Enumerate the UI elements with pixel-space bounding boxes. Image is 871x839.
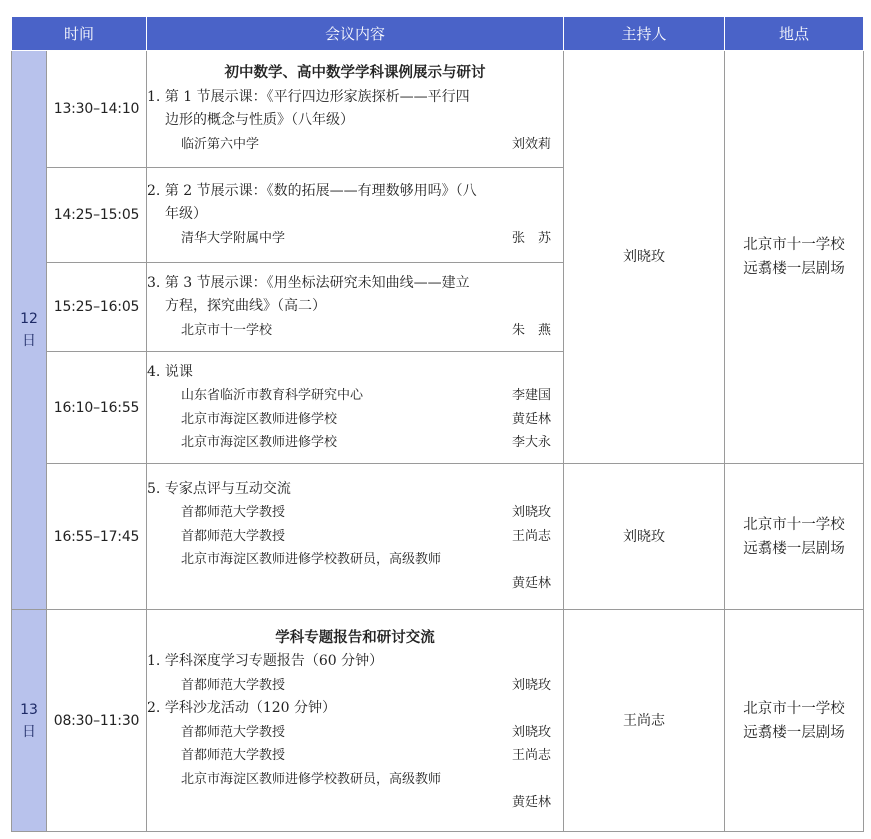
presenter-entry: 山东省临沂市教育科学研究中心 李建国 [181,388,552,403]
header-host: 主持人 [564,17,725,51]
header-row [12,17,864,51]
presenter-entry: 北京市海淀区教师进修学校 黄廷林 [181,411,552,427]
host-cell: 刘晓玫 [564,51,725,464]
header-place: 地点 [725,17,864,51]
time-slot: 08:30–11:30 [47,610,147,832]
time-slot: 13:30–14:10 [47,51,147,168]
session-heading: 学科专题报告和研讨交流 [275,629,435,646]
table-row [12,51,864,168]
header-time: 时间 [12,17,147,51]
time-slot: 16:55–17:45 [47,464,147,610]
presenter-entry: 临沂第六中学 刘效莉 [181,136,552,152]
presenter-name: 黄廷林 [512,795,552,810]
session-content: 4. 说课 山东省临沂市教育科学研究中心 李建国 北京市海淀区教师进修学校 黄廷林 北京市海淀区教师进修学校 李大永 [147,352,564,464]
day-label-13: 13 日 [12,610,47,832]
session-heading: 初中数学、高中数学学科课例展示与研讨 [224,65,486,81]
table-row [12,464,864,610]
time-slot: 14:25–15:05 [47,168,147,263]
presenter-entry: 首都师范大学教授 刘晓玫 [181,724,552,740]
session-content: 5. 专家点评与互动交流 首都师范大学教授 刘晓玫 首都师范大学教授 王尚志 北京市海淀区教师进修学校教研员，高级教师 黄廷林 [147,464,564,610]
header-content: 会议内容 [147,17,564,51]
place-cell: 北京市十一学校 远翥楼一层剧场 [725,610,864,832]
place-cell: 北京市十一学校 远翥楼一层剧场 [725,464,864,610]
presenter-entry: 首都师范大学教授 刘晓玫 [181,677,552,693]
presenter-entry: 北京市海淀区教师进修学校 李大永 [181,435,552,450]
time-slot: 16:10–16:55 [47,352,147,464]
presenter-entry: 北京市十一学校 朱 燕 [181,322,552,338]
presenter-entry: 北京市海淀区教师进修学校教研员，高级教师 [181,552,442,568]
presenter-entry: 首都师范大学教授 刘晓玫 [181,505,552,521]
place-cell: 北京市十一学校 远翥楼一层剧场 [725,51,864,464]
presenter-entry: 首都师范大学教授 王尚志 [181,748,552,763]
host-cell: 刘晓玫 [564,464,725,610]
presenter-name: 黄廷林 [512,575,552,591]
session-content: 3. 第 3 节展示课：《用坐标法研究未知曲线——建立 方程，探究曲线》（高二） 北京市十一学校 朱 燕 [147,263,564,352]
presenter-entry: 首都师范大学教授 王尚志 [181,528,552,544]
session-content: 学科专题报告和研讨交流 1. 学科深度学习专题报告（60 分钟） 首都师范大学教授 刘晓玫 2. 学科沙龙活动（120 分钟） 首都师范大学教授 刘晓玫 首都师范大学教授 王尚志 北京市海淀区教师进修学校教研员，高级教师 黄廷林 [147,610,564,832]
presenter-entry: 北京市海淀区教师进修学校教研员，高级教师 [181,771,442,787]
day-label-12: 12 日 [12,51,47,610]
time-slot: 15:25–16:05 [47,263,147,352]
session-content: 2. 第 2 节展示课：《数的拓展——有理数够用吗》（八 年级） 清华大学附属中学 张 苏 [147,168,564,263]
table-row [12,610,864,832]
meeting-schedule-table [11,17,864,832]
session-content: 初中数学、高中数学学科课例展示与研讨 1. 第 1 节展示课：《平行四边形家族探析——平行四 边形的概念与性质》（八年级） 临沂第六中学 刘效莉 [147,51,564,168]
presenter-entry: 清华大学附属中学 张 苏 [181,230,552,246]
host-cell: 王尚志 [564,610,725,832]
